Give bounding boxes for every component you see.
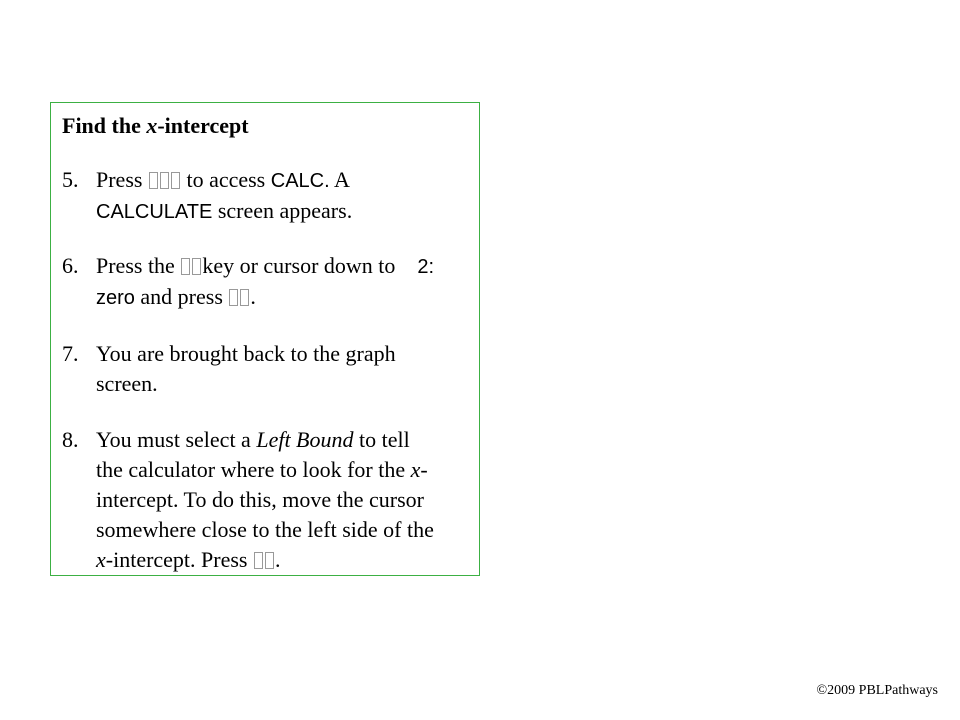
key-icon — [160, 172, 169, 189]
panel-title: Find the x-intercept — [62, 113, 249, 138]
step-number: 8. — [62, 427, 79, 452]
step-number: 6. — [62, 253, 79, 278]
key-icon — [149, 172, 158, 189]
key-icon — [171, 172, 180, 189]
key-icon — [240, 289, 249, 306]
key-icon — [265, 552, 274, 569]
key-icon — [254, 552, 263, 569]
step-number: 5. — [62, 167, 79, 192]
key-icon — [181, 258, 190, 275]
step-number: 7. — [62, 341, 79, 366]
key-icon — [192, 258, 201, 275]
instruction-panel: Find the x-intercept 5. Press to access CALC. A CALCULATE screen appears. 6. Press the key or cursor down to 2: zero and press . 7. You are brought back to the graph screen. 8. You must select a Left Bound to tell the calculator where to look for the x- intercept. To do this, move the cursor somewhere close to the left side of the x-intercept. Press . — [50, 102, 480, 576]
key-icon — [229, 289, 238, 306]
copyright-footer: ©2009 PBLPathways — [816, 683, 938, 698]
